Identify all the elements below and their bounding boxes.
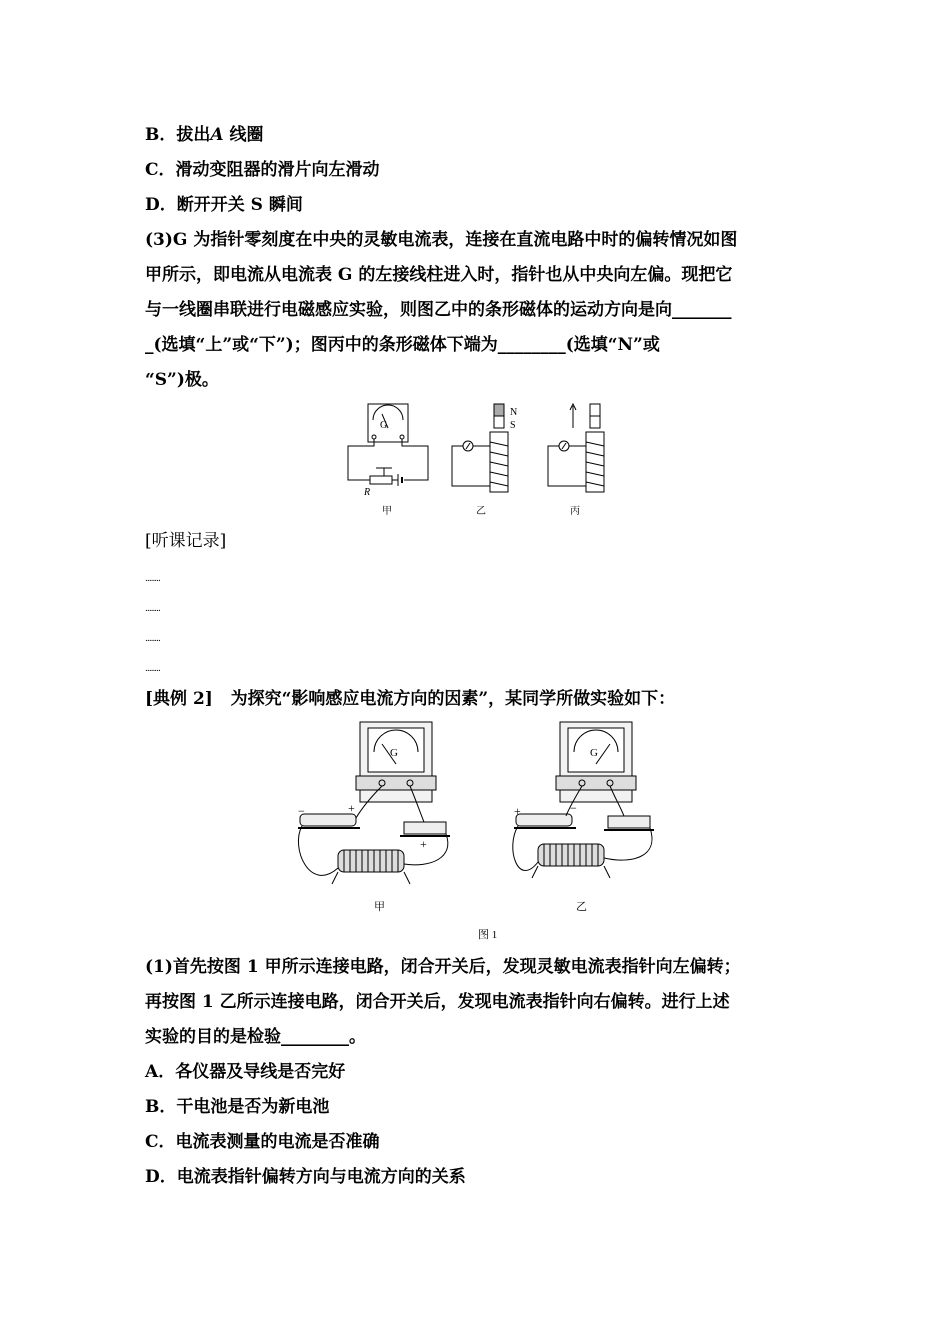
- apparatus-g-jia: G: [390, 747, 398, 759]
- resistor-label: R: [364, 487, 371, 498]
- setup-jia: [298, 722, 450, 884]
- magnet-s-pole: [494, 416, 504, 428]
- magnet-n-pole: [494, 404, 504, 416]
- coil-windings-bing: [586, 442, 604, 486]
- q3-line5: “S”)极。: [145, 370, 219, 390]
- notes-dots-3: ........: [145, 634, 160, 644]
- notes-title: [听课记录]: [145, 531, 227, 551]
- meter-g-label: G: [380, 420, 388, 431]
- sign-plus-switch-jia: +: [420, 837, 427, 851]
- rheostat: [370, 476, 392, 484]
- figure-galvanometer-circuits: [340, 398, 620, 523]
- figure-apparatus: [290, 718, 670, 946]
- circuit-bing: [548, 404, 604, 492]
- apparatus-caption-yi: 乙: [576, 901, 587, 913]
- q3-line2: 甲所示，即电流从电流表 G 的左接线柱进入时，指针也从中央向左偏。现把它: [145, 265, 733, 285]
- sign-plus-jia: +: [348, 801, 355, 815]
- setup-yi: [513, 722, 654, 878]
- q3-line1: (3)G 为指针零刻度在中央的灵敏电流表，连接在直流电路中时的偏转情况如图: [145, 230, 738, 250]
- magnet-s-label: S: [510, 420, 516, 431]
- ex-line2: 再按图 1 乙所示连接电路，闭合开关后，发现电流表指针向右偏转。进行上述: [145, 992, 730, 1012]
- ex-line1: (1)首先按图 1 甲所示连接电路，闭合开关后，发现灵敏电流表指针向左偏转；: [145, 957, 741, 977]
- battery-jia: [300, 814, 356, 826]
- battery-yi: [516, 814, 572, 826]
- apparatus-g-yi: G: [590, 747, 598, 759]
- caption-jia: 甲: [382, 506, 392, 517]
- caption-yi: 乙: [476, 506, 486, 517]
- q3-line4: _(选填“上”或“下”)；图丙中的条形磁体下端为________(选填“N”或: [145, 335, 660, 355]
- notes-dots-1: ........: [145, 574, 160, 584]
- sign-plus-yi: +: [514, 804, 521, 818]
- right-terminal: [400, 435, 404, 439]
- switch-yi: [608, 816, 650, 828]
- notes-dots-2: ........: [145, 604, 160, 614]
- coil-jia: [338, 850, 404, 872]
- option-b: B．拔出A 线圈: [145, 125, 264, 145]
- notes-dots-4: ........: [145, 664, 160, 674]
- ex-line3: 实验的目的是检验________。: [145, 1027, 366, 1047]
- ex-option-b: B．干电池是否为新电池: [145, 1097, 330, 1117]
- coil-windings: [490, 442, 508, 486]
- ex-option-c: C．电流表测量的电流是否准确: [145, 1132, 380, 1152]
- meter-scale-arc: [373, 405, 403, 420]
- magnet-n-label: N: [510, 407, 518, 418]
- coil-yi: [538, 844, 604, 866]
- ex-option-a: A．各仪器及导线是否完好: [145, 1062, 346, 1082]
- circuit-jia: [348, 404, 428, 486]
- example2-heading: [典例 2] 为探究“影响感应电流方向的因素”，某同学所做实验如下：: [145, 689, 676, 709]
- apparatus-caption-jia: 甲: [374, 901, 385, 913]
- option-d: D．断开开关 S 瞬间: [145, 195, 303, 215]
- galvanometer-box: [368, 404, 408, 442]
- left-terminal: [372, 435, 376, 439]
- caption-bing: 丙: [570, 506, 580, 517]
- q3-line3: 与一线圈串联进行电磁感应实验，则图乙中的条形磁体的运动方向是向_______: [145, 300, 732, 320]
- sign-minus-yi: −: [570, 801, 577, 815]
- figure-caption: 图 1: [478, 929, 498, 941]
- option-c: C．滑动变阻器的滑片向左滑动: [145, 160, 380, 180]
- circuit-yi: [452, 404, 508, 492]
- ex-option-d: D．电流表指针偏转方向与电流方向的关系: [145, 1167, 466, 1187]
- sign-minus-jia: −: [298, 804, 305, 818]
- switch-jia: [404, 822, 446, 834]
